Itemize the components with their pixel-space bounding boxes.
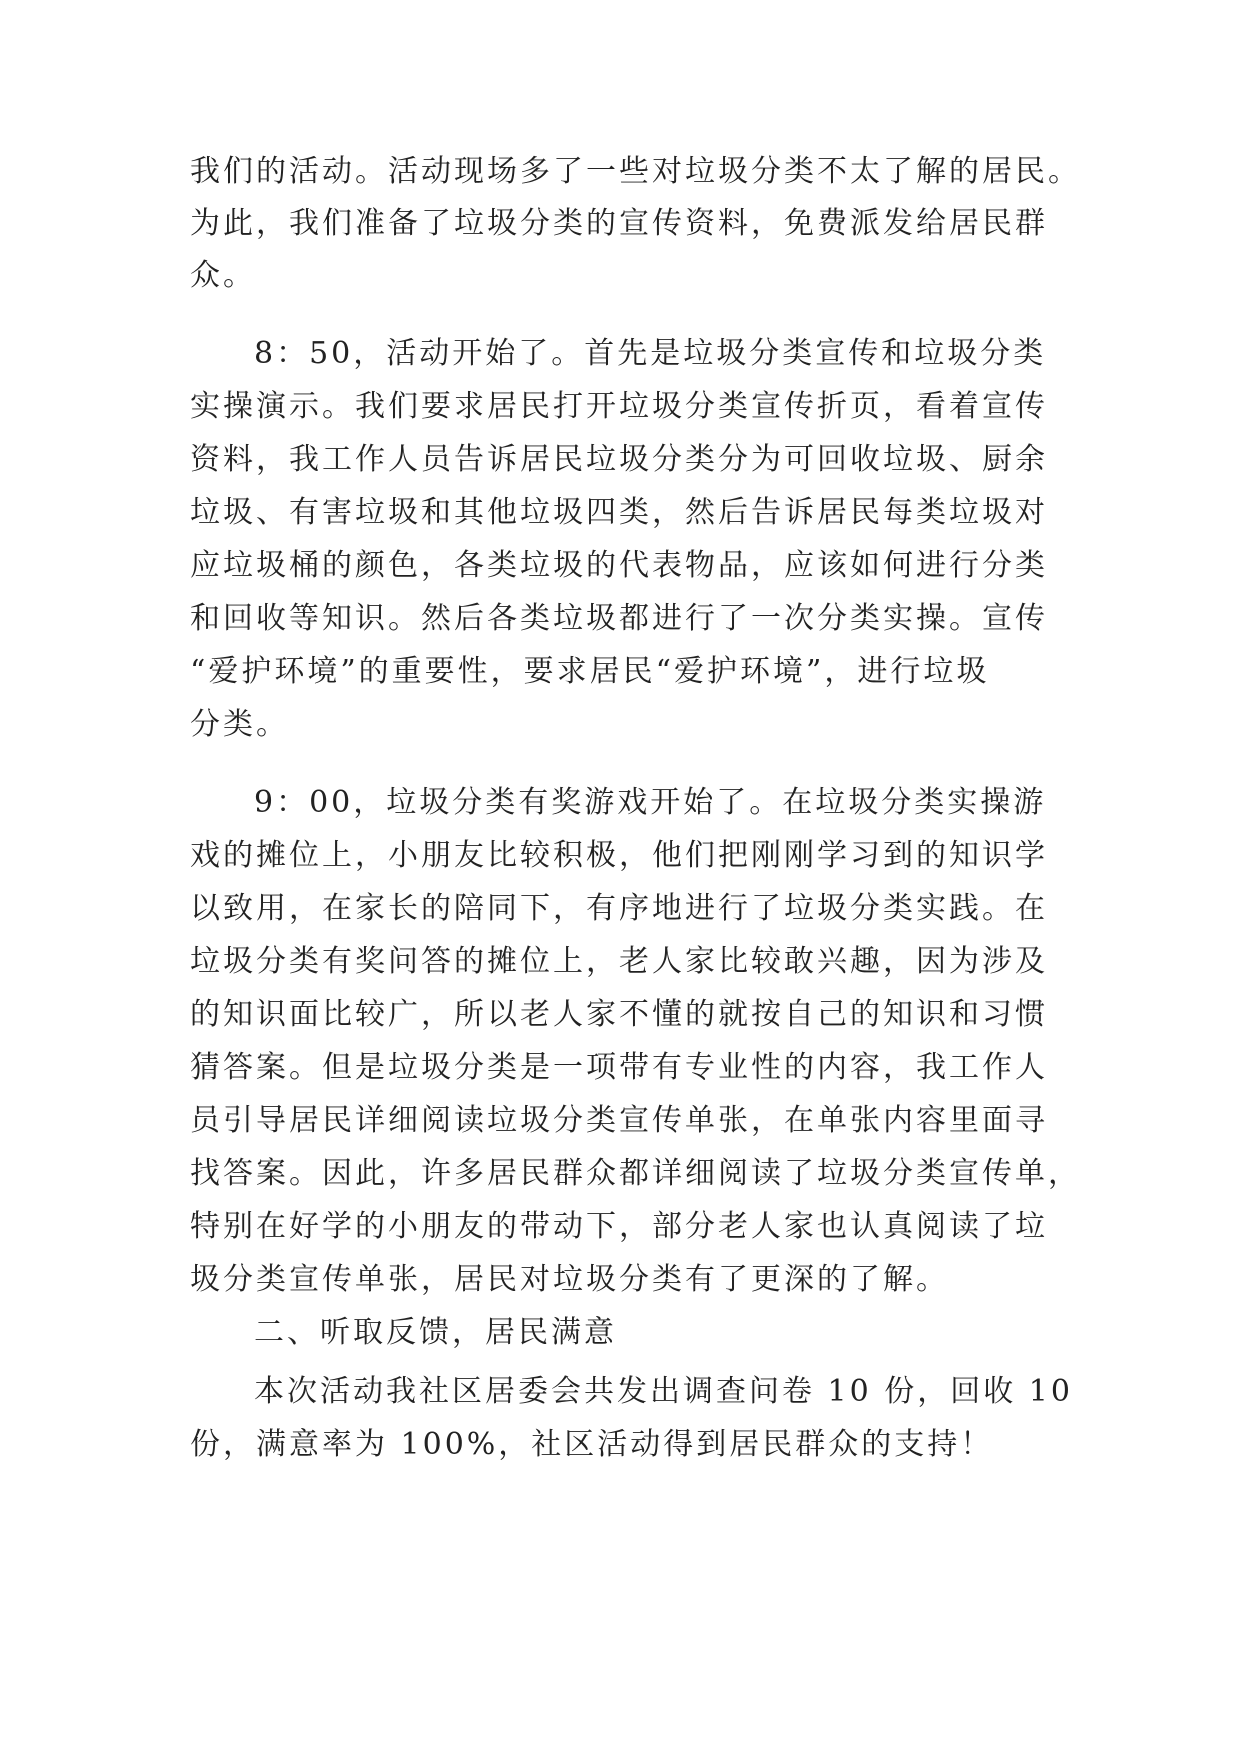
text-line: “爱护环境”的重要性，要求居民“爱护环境”，进行垃圾 (190, 654, 990, 689)
paragraph-start-line: 8：50，活动开始了。首先是垃圾分类宣传和垃圾分类 (254, 336, 1047, 371)
text-line: 戏的摊位上，小朋友比较积极，他们把刚刚学习到的知识学 (190, 838, 1048, 873)
text-line: 为此，我们准备了垃圾分类的宣传资料，免费派发给居民群 (190, 206, 1048, 241)
text-line: 众。 (190, 258, 256, 293)
text-line: 分类。 (190, 707, 289, 742)
text-line: 应垃圾桶的颜色，各类垃圾的代表物品，应该如何进行分类 (190, 548, 1048, 583)
text-line: 圾分类宣传单张，居民对垃圾分类有了更深的了解。 (190, 1262, 949, 1297)
text-line: 垃圾、有害垃圾和其他垃圾四类，然后告诉居民每类垃圾对 (190, 495, 1048, 530)
text-line: 以致用，在家长的陪同下，有序地进行了垃圾分类实践。在 (190, 891, 1048, 926)
text-line: 特别在好学的小朋友的带动下，部分老人家也认真阅读了垃 (190, 1209, 1048, 1244)
text-line: 的知识面比较广，所以老人家不懂的就按自己的知识和习惯 (190, 997, 1048, 1032)
text-line: 我们的活动。活动现场多了一些对垃圾分类不太了解的居民。 (190, 154, 1081, 189)
paragraph-start-line: 本次活动我社区居委会共发出调查问卷 10 份，回收 10 (254, 1374, 1073, 1409)
text-line: 实操演示。我们要求居民打开垃圾分类宣传折页，看着宣传 (190, 389, 1048, 424)
text-line: 份，满意率为 100%，社区活动得到居民群众的支持！ (190, 1427, 994, 1462)
text-line: 垃圾分类有奖问答的摊位上，老人家比较敢兴趣，因为涉及 (190, 944, 1048, 979)
text-line: 和回收等知识。然后各类垃圾都进行了一次分类实操。宣传 (190, 601, 1048, 636)
text-line: 资料，我工作人员告诉居民垃圾分类分为可回收垃圾、厨余 (190, 442, 1048, 477)
section-heading: 二、听取反馈，居民满意 (254, 1315, 617, 1350)
text-line: 员引导居民详细阅读垃圾分类宣传单张，在单张内容里面寻 (190, 1103, 1048, 1138)
text-line: 猜答案。但是垃圾分类是一项带有专业性的内容，我工作人 (190, 1050, 1048, 1085)
paragraph-start-line: 9：00，垃圾分类有奖游戏开始了。在垃圾分类实操游 (254, 785, 1047, 820)
text-line: 找答案。因此，许多居民群众都详细阅读了垃圾分类宣传单， (190, 1156, 1081, 1191)
